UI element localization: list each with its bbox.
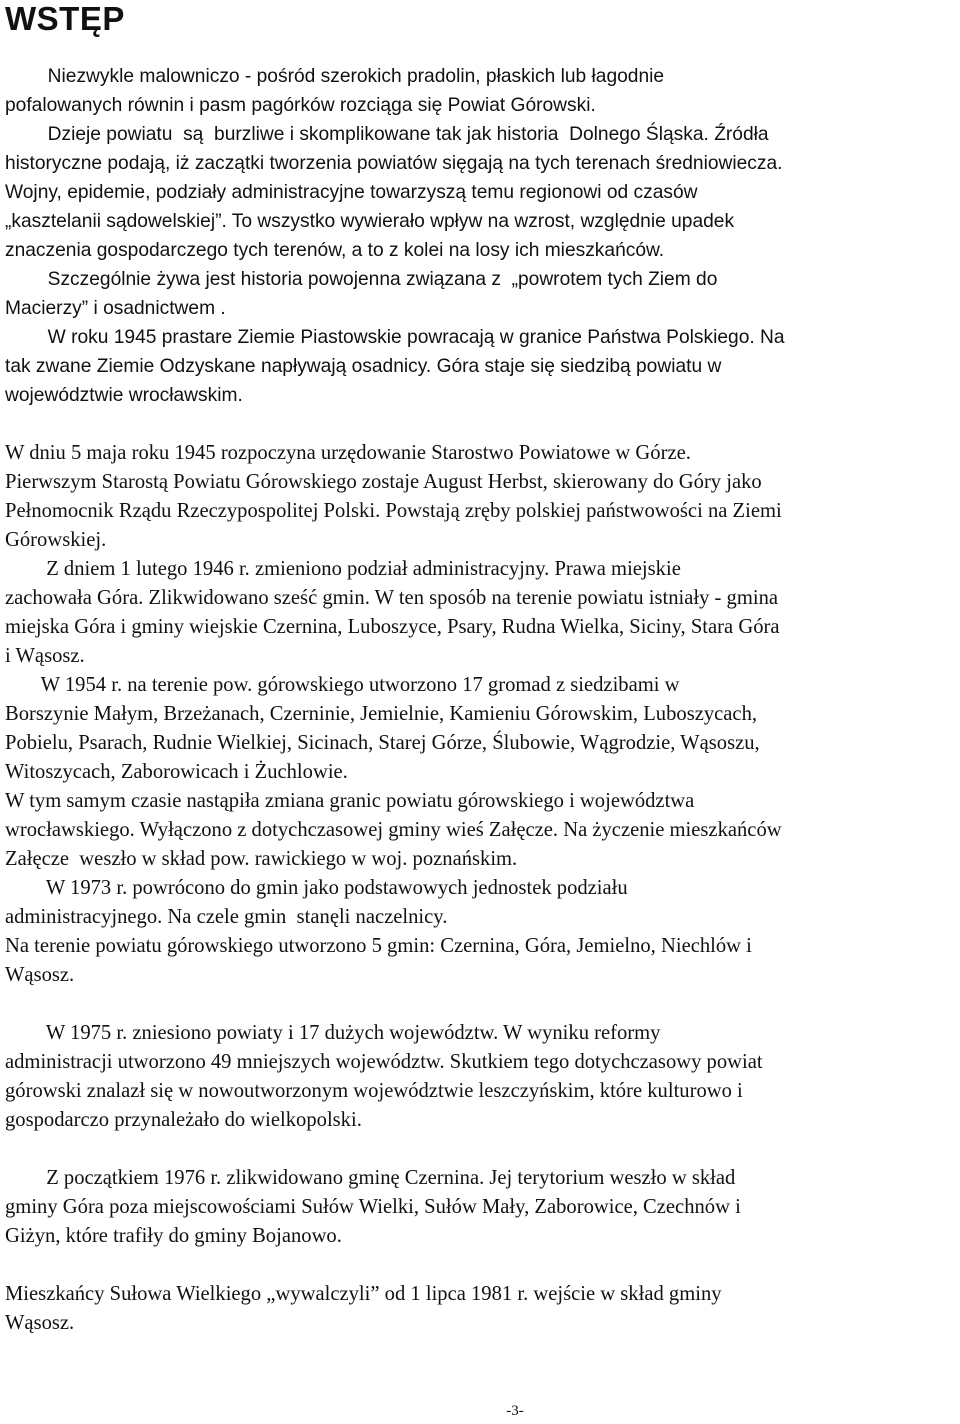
text-line: Na terenie powiatu górowskiego utworzono 5 gmin: Czernina, Góra, Jemielno, Niechlów i [5, 935, 752, 957]
text-line: województwie wrocławskim. [5, 385, 243, 406]
text-line: zachowała Góra. Zlikwidowano sześć gmin. W ten sposób na terenie powiatu istniały - gmina [5, 587, 779, 609]
blank-line [5, 1251, 955, 1280]
text-line: pofalowanych równin i pasm pagórków rozciąga się Powiat Górowski. [5, 95, 596, 116]
text-line: „kasztelanii sądowelskiej”. To wszystko wywierało wpływ na wzrost, względnie upadek [5, 211, 735, 232]
text-line: Pełnomocnik Rządu Rzeczypospolitej Polski. Powstają zręby polskiej państwowości na Ziemi [5, 500, 782, 522]
text-line: wrocławskiego. Wyłączono z dotychczasowej gminy wieś Załęcze. Na życzenie mieszkańców [5, 819, 782, 841]
text-line: W 1954 r. na terenie pow. górowskiego utworzono 17 gromad z siedzibami w [5, 674, 680, 696]
text-line: Załęcze weszło w skład pow. rawickiego w woj. poznańskim. [5, 848, 518, 870]
text-line: W dniu 5 maja roku 1945 rozpoczyna urzędowanie Starostwo Powiatowe w Górze. [5, 442, 691, 464]
blank-line [5, 410, 955, 439]
text-line: W 1973 r. powrócono do gmin jako podstawowych jednostek podziału [5, 877, 628, 899]
text-line: historyczne podają, iż zaczątki tworzenia powiatów sięgają na tych terenach średniowiecza. [5, 153, 783, 174]
text-line: znaczenia gospodarczego tych terenów, a to z kolei na losy ich mieszkańców. [5, 240, 665, 261]
blank-line [5, 990, 955, 1019]
text-line: górowski znalazł się w nowoutworzonym województwie leszczyńskim, które kulturowo i [5, 1080, 743, 1102]
text-line: Witoszycach, Zaborowicach i Żuchlowie. [5, 761, 348, 783]
text-line: Pobielu, Psarach, Rudnie Wielkiej, Sicinach, Starej Górze, Ślubowie, Wągrodzie, Wąsoszu, [5, 732, 760, 754]
text-line: Górowskiej. [5, 529, 107, 551]
text-line: Z początkiem 1976 r. zlikwidowano gminę Czernina. Jej terytorium weszło w skład [5, 1167, 736, 1189]
text-line: Dzieje powiatu są burzliwe i skomplikowane tak jak historia Dolnego Śląska. Źródła [5, 124, 769, 145]
text-line: Macierzy” i osadnictwem . [5, 298, 226, 319]
text-line: Niezwykle malowniczo - pośród szerokich pradolin, płaskich lub łagodnie [5, 66, 665, 87]
text-line: Szczególnie żywa jest historia powojenna związana z „powrotem tych Ziem do [5, 269, 718, 290]
text-line: W 1975 r. zniesiono powiaty i 17 dużych województw. W wyniku reformy [5, 1022, 661, 1044]
page-number: -3- [506, 1403, 524, 1419]
text-line: miejska Góra i gminy wiejskie Czernina, Luboszyce, Psary, Rudna Wielka, Siciny, Stara Góra [5, 616, 780, 638]
text-line: gminy Góra poza miejscowościami Sułów Wielki, Sułów Mały, Zaborowice, Czechnów i [5, 1196, 741, 1218]
text-line: W tym samym czasie nastąpiła zmiana granic powiatu górowskiego i województwa [5, 790, 695, 812]
text-line: gospodarczo przynależało do wielkopolski. [5, 1109, 362, 1131]
text-line: Borszynie Małym, Brzeżanach, Czerninie, Jemielnie, Kamieniu Górowskim, Luboszycach, [5, 703, 758, 725]
text-line: administracyjnego. Na czele gmin stanęli naczelnicy. [5, 906, 448, 928]
text-line: administracji utworzono 49 mniejszych województw. Skutkiem tego dotychczasowy powiat [5, 1051, 763, 1073]
text-line: W roku 1945 prastare Ziemie Piastowskie powracają w granice Państwa Polskiego. Na [5, 327, 785, 348]
text-line: tak zwane Ziemie Odzyskane napływają osadnicy. Góra staje się siedzibą powiatu w [5, 356, 722, 377]
blank-line [5, 1135, 955, 1164]
text-line: Giżyn, które trafiły do gminy Bojanowo. [5, 1225, 342, 1247]
text-line: Wojny, epidemie, podziały administracyjne towarzyszą temu regionowi od czasów [5, 182, 698, 203]
text-line: i Wąsosz. [5, 645, 85, 667]
text-line: Wąsosz. [5, 1312, 75, 1334]
text-line: Mieszkańcy Sułowa Wielkiego „wywalczyli” od 1 lipca 1981 r. wejście w skład gminy [5, 1283, 722, 1305]
text-line: Pierwszym Starostą Powiatu Górowskiego zostaje August Herbst, skierowany do Góry jako [5, 471, 762, 493]
text-line: Wąsosz. [5, 964, 75, 986]
text-line: Z dniem 1 lutego 1946 r. zmieniono podział administracyjny. Prawa miejskie [5, 558, 681, 580]
page-title: WSTĘP [5, 0, 125, 37]
body-text [5, 62, 955, 1338]
